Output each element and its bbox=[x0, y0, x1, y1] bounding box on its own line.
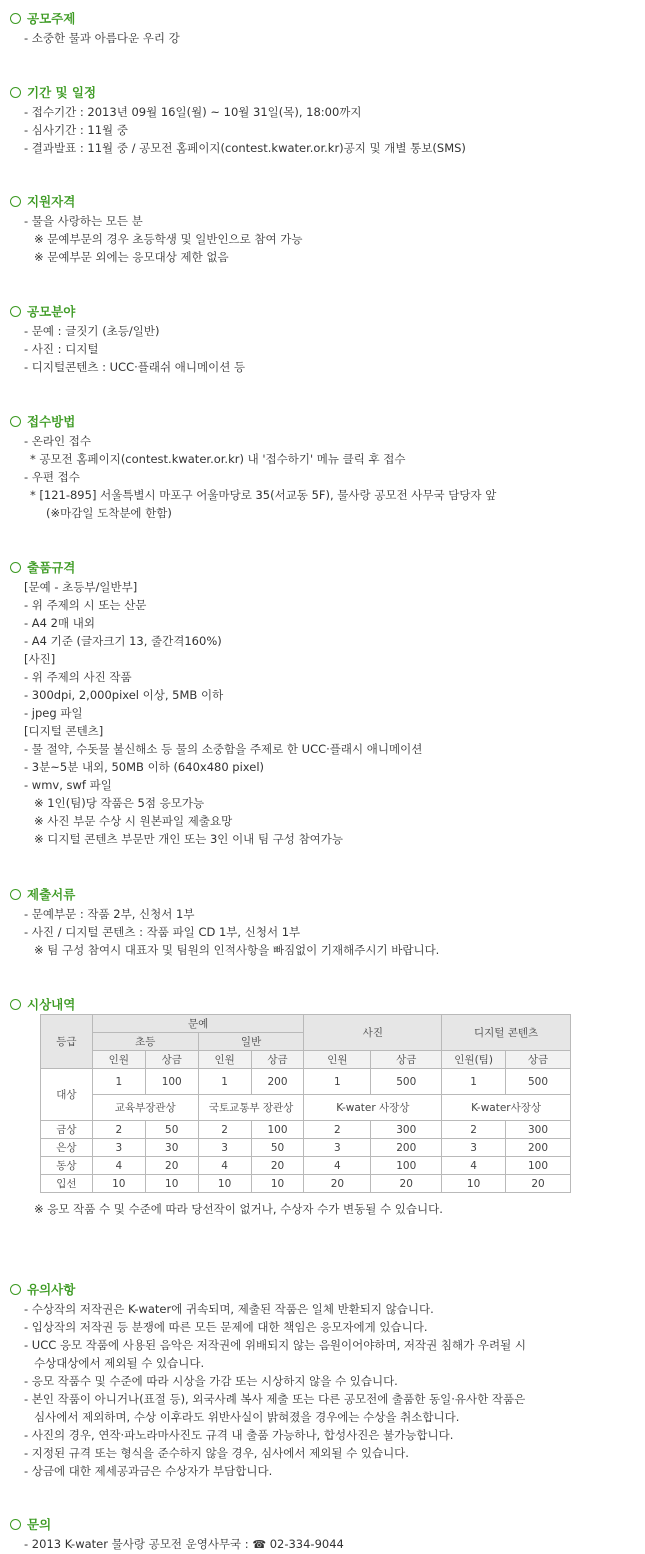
text-line: [사진] bbox=[24, 652, 56, 666]
section-title: 유의사항 bbox=[27, 1282, 76, 1297]
table-cell: 20 bbox=[251, 1157, 304, 1175]
text-line: - 3분~5분 내외, 50MB 이하 (640x480 pixel) bbox=[24, 760, 265, 774]
contact-phone: 02-334-9044 bbox=[269, 1537, 344, 1551]
text-line: - 수상작의 저작권은 K-water에 귀속되며, 제출된 작품은 일체 반환되지 않습니다. bbox=[24, 1302, 434, 1316]
note-line: ※ 문예부문의 경우 초등학생 및 일반인으로 참여 가능 bbox=[34, 232, 303, 246]
table-cell: 100 bbox=[506, 1157, 571, 1175]
text-line: - 본인 작품이 아니거나(표절 등), 외국사례 복사 제출 또는 다른 공모전에 출품한 동일·유사한 작품은 bbox=[24, 1392, 526, 1406]
table-cell: 4 bbox=[304, 1157, 371, 1175]
prize-header: 상금 bbox=[251, 1051, 304, 1069]
minister-award-cell: K-water사장상 bbox=[442, 1095, 571, 1121]
table-cell: 20 bbox=[371, 1175, 442, 1193]
text-line: - 물 절약, 수돗물 불신해소 등 물의 소중함을 주제로 한 UCC·플래시 애니메이션 bbox=[24, 742, 423, 756]
circle-bullet-icon bbox=[10, 196, 21, 207]
table-cell: 200 bbox=[251, 1069, 304, 1095]
table-cell: 10 bbox=[251, 1175, 304, 1193]
text-line: 수상대상에서 제외될 수 있습니다. bbox=[34, 1356, 205, 1370]
contact-prefix: - 2013 K-water 물사랑 공모전 운영사무국 : bbox=[24, 1537, 253, 1551]
photo-header: 사진 bbox=[304, 1015, 442, 1051]
table-cell: 10 bbox=[198, 1175, 251, 1193]
table-cell: 100 bbox=[371, 1157, 442, 1175]
text-line: - UCC 응모 작품에 사용된 음악은 저작권에 위배되지 않는 음원이어야하며, 저작권 침해가 우려될 시 bbox=[24, 1338, 526, 1352]
table-row bbox=[41, 1139, 571, 1157]
table-cell: 200 bbox=[371, 1139, 442, 1157]
section-heading bbox=[0, 558, 645, 576]
count-header: 인원 bbox=[92, 1051, 145, 1069]
text-line: (※마감일 도착분에 한함) bbox=[46, 506, 172, 520]
table-cell: 4 bbox=[92, 1157, 145, 1175]
count-header: 인원 bbox=[304, 1051, 371, 1069]
section-title: 기간 및 일정 bbox=[27, 85, 97, 100]
section-heading bbox=[0, 9, 645, 27]
table-cell: 30 bbox=[145, 1139, 198, 1157]
section-title: 시상내역 bbox=[27, 997, 76, 1012]
literature-header: 문예 bbox=[92, 1015, 304, 1033]
table-cell: 10 bbox=[145, 1175, 198, 1193]
text-line: - A4 기준 (글자크기 13, 줄간격160%) bbox=[24, 634, 222, 648]
text-line: - 온라인 접수 bbox=[24, 434, 92, 448]
section-heading bbox=[0, 995, 645, 1013]
table-cell: 1 bbox=[198, 1069, 251, 1095]
section-title: 공모분야 bbox=[27, 304, 76, 319]
contact-line bbox=[0, 1535, 645, 1553]
table-cell: 10 bbox=[442, 1175, 506, 1193]
table-row bbox=[41, 1095, 571, 1121]
text-line: - jpeg 파일 bbox=[24, 706, 83, 720]
text-line: 심사에서 제외하며, 수상 이후라도 위반사실이 밝혀졌을 경우에는 수상을 취소합니다. bbox=[34, 1410, 460, 1424]
section-heading bbox=[0, 83, 645, 101]
table-cell: 1 bbox=[92, 1069, 145, 1095]
section-heading bbox=[0, 885, 645, 903]
count-header: 인원 bbox=[198, 1051, 251, 1069]
section-schedule bbox=[0, 83, 645, 157]
text-line: - 심사기간 : 11월 중 bbox=[24, 123, 128, 137]
minister-award-cell: 국토교통부 장관상 bbox=[198, 1095, 304, 1121]
table-cell: 20 bbox=[506, 1175, 571, 1193]
section-submission bbox=[0, 412, 645, 522]
table-cell: 100 bbox=[145, 1069, 198, 1095]
section-heading bbox=[0, 192, 645, 210]
note-line: ※ 디지털 콘텐츠 부문만 개인 또는 3인 이내 팀 구성 참여가능 bbox=[34, 832, 344, 846]
text-line: - 위 주제의 사진 작품 bbox=[24, 670, 132, 684]
note-line: ※ 문예부문 외에는 응모대상 제한 없음 bbox=[34, 250, 229, 264]
section-heading bbox=[0, 412, 645, 430]
table-cell: 3 bbox=[304, 1139, 371, 1157]
section-heading bbox=[0, 302, 645, 320]
table-cell: 500 bbox=[506, 1069, 571, 1095]
section-heading bbox=[0, 1515, 645, 1533]
table-cell: 3 bbox=[442, 1139, 506, 1157]
text-line: [문예 - 초등부/일반부] bbox=[24, 580, 138, 594]
table-cell: 20 bbox=[145, 1157, 198, 1175]
section-eligibility bbox=[0, 192, 645, 266]
table-cell: 1 bbox=[304, 1069, 371, 1095]
text-line: - 사진 / 디지털 콘텐츠 : 작품 파일 CD 1부, 신청서 1부 bbox=[24, 925, 301, 939]
text-line: [디지털 콘텐츠] bbox=[24, 724, 104, 738]
section-fields bbox=[0, 302, 645, 376]
table-cell: 10 bbox=[92, 1175, 145, 1193]
text-line: * [121-895] 서울특별시 마포구 어울마당로 35(서교동 5F), 물사랑 공모전 사무국 담당자 앞 bbox=[30, 488, 497, 502]
text-line: - 상금에 대한 제세공과금은 수상자가 부담합니다. bbox=[24, 1464, 273, 1478]
count-team-header: 인원(팀) bbox=[442, 1051, 506, 1069]
prize-header: 상금 bbox=[371, 1051, 442, 1069]
table-note: ※ 응모 작품 수 및 수준에 따라 당선작이 없거나, 수상자 수가 변동될 수 있습니다. bbox=[34, 1202, 443, 1216]
prize-header: 상금 bbox=[506, 1051, 571, 1069]
circle-bullet-icon bbox=[10, 306, 21, 317]
text-line: - 입상작의 저작권 등 분쟁에 따른 모든 문제에 대한 책임은 응모자에게 있습니다. bbox=[24, 1320, 428, 1334]
circle-bullet-icon bbox=[10, 999, 21, 1010]
grade-label: 입선 bbox=[41, 1175, 93, 1193]
table-cell: 3 bbox=[92, 1139, 145, 1157]
section-topic bbox=[0, 9, 645, 47]
section-rules bbox=[0, 558, 645, 848]
text-line: - 물을 사랑하는 모든 분 bbox=[24, 214, 143, 228]
table-row bbox=[41, 1157, 571, 1175]
minister-award-cell: 교육부장관상 bbox=[92, 1095, 198, 1121]
text-line: - 사진의 경우, 연작·파노라마사진도 규격 내 출품 가능하나, 합성사진은 불가능합니다. bbox=[24, 1428, 454, 1442]
table-cell: 1 bbox=[442, 1069, 506, 1095]
circle-bullet-icon bbox=[10, 1284, 21, 1295]
grade-label: 대상 bbox=[41, 1069, 93, 1121]
section-title: 문의 bbox=[27, 1517, 52, 1532]
table-cell: 300 bbox=[371, 1121, 442, 1139]
table-row bbox=[41, 1069, 571, 1095]
section-title: 공모주제 bbox=[27, 11, 76, 26]
section-title: 출품규격 bbox=[27, 560, 76, 575]
table-cell: 2 bbox=[92, 1121, 145, 1139]
section-title: 지원자격 bbox=[27, 194, 76, 209]
table-cell: 300 bbox=[506, 1121, 571, 1139]
table-row bbox=[41, 1175, 571, 1193]
telephone-icon: ☎ bbox=[252, 1538, 267, 1551]
table-cell: 20 bbox=[304, 1175, 371, 1193]
table-cell: 200 bbox=[506, 1139, 571, 1157]
table-cell: 50 bbox=[251, 1139, 304, 1157]
circle-bullet-icon bbox=[10, 416, 21, 427]
text-line: - 300dpi, 2,000pixel 이상, 5MB 이하 bbox=[24, 688, 224, 702]
prize-table bbox=[40, 1014, 571, 1193]
table-cell: 2 bbox=[304, 1121, 371, 1139]
table-cell: 3 bbox=[198, 1139, 251, 1157]
grade-label: 동상 bbox=[41, 1157, 93, 1175]
digital-header: 디지털 콘텐츠 bbox=[442, 1015, 571, 1051]
section-documents bbox=[0, 885, 645, 959]
section-title: 접수방법 bbox=[27, 414, 76, 429]
circle-bullet-icon bbox=[10, 13, 21, 24]
table-cell: 100 bbox=[251, 1121, 304, 1139]
note-line: ※ 1인(팀)당 작품은 5점 응모가능 bbox=[34, 796, 205, 810]
section-contact bbox=[0, 1515, 645, 1553]
text-line: - 문예 : 글짓기 (초등/일반) bbox=[24, 324, 160, 338]
minister-award-cell: K-water 사장상 bbox=[304, 1095, 442, 1121]
text-line: - 소중한 물과 아름다운 우리 강 bbox=[24, 31, 180, 45]
section-awards bbox=[0, 995, 645, 1235]
text-line: - 위 주제의 시 또는 산문 bbox=[24, 598, 147, 612]
text-line: - 응모 작품수 및 수준에 따라 시상을 가감 또는 시상하지 않을 수 있습니다. bbox=[24, 1374, 398, 1388]
elementary-header: 초등 bbox=[92, 1033, 198, 1051]
section-heading bbox=[0, 1280, 645, 1298]
table-cell: 500 bbox=[371, 1069, 442, 1095]
table-cell: 50 bbox=[145, 1121, 198, 1139]
note-line: ※ 사진 부문 수상 시 원본파일 제출요망 bbox=[34, 814, 233, 828]
grade-header: 등급 bbox=[41, 1015, 93, 1069]
circle-bullet-icon bbox=[10, 1519, 21, 1530]
circle-bullet-icon bbox=[10, 87, 21, 98]
note-line: ※ 팀 구성 참여시 대표자 및 팀원의 인적사항을 빠짐없이 기재해주시기 바랍니다. bbox=[34, 943, 440, 957]
text-line: - 우편 접수 bbox=[24, 470, 80, 484]
section-title: 제출서류 bbox=[27, 887, 76, 902]
table-cell: 4 bbox=[198, 1157, 251, 1175]
text-line: - 사진 : 디지털 bbox=[24, 342, 99, 356]
prize-header: 상금 bbox=[145, 1051, 198, 1069]
table-cell: 4 bbox=[442, 1157, 506, 1175]
text-line: - 문예부문 : 작품 2부, 신청서 1부 bbox=[24, 907, 195, 921]
text-line: - 접수기간 : 2013년 09월 16일(월) ~ 10월 31일(목), 18:00까지 bbox=[24, 105, 362, 119]
text-line: - wmv, swf 파일 bbox=[24, 778, 112, 792]
text-line: * 공모전 홈페이지(contest.kwater.or.kr) 내 '접수하기' 메뉴 클릭 후 접수 bbox=[30, 452, 406, 466]
text-line: - 결과발표 : 11월 중 / 공모전 홈페이지(contest.kwater.or.kr)공지 및 개별 통보(SMS) bbox=[24, 141, 466, 155]
text-line: - A4 2매 내외 bbox=[24, 616, 95, 630]
text-line: - 디지털콘텐츠 : UCC·플래쉬 애니메이션 등 bbox=[24, 360, 246, 374]
table-row bbox=[41, 1121, 571, 1139]
table-cell: 2 bbox=[442, 1121, 506, 1139]
circle-bullet-icon bbox=[10, 562, 21, 573]
general-header: 일반 bbox=[198, 1033, 304, 1051]
section-notice bbox=[0, 1280, 645, 1480]
table-cell: 2 bbox=[198, 1121, 251, 1139]
text-line: - 지정된 규격 또는 형식을 준수하지 않을 경우, 심사에서 제외될 수 있습니다. bbox=[24, 1446, 409, 1460]
circle-bullet-icon bbox=[10, 889, 21, 900]
grade-label: 금상 bbox=[41, 1121, 93, 1139]
grade-label: 은상 bbox=[41, 1139, 93, 1157]
